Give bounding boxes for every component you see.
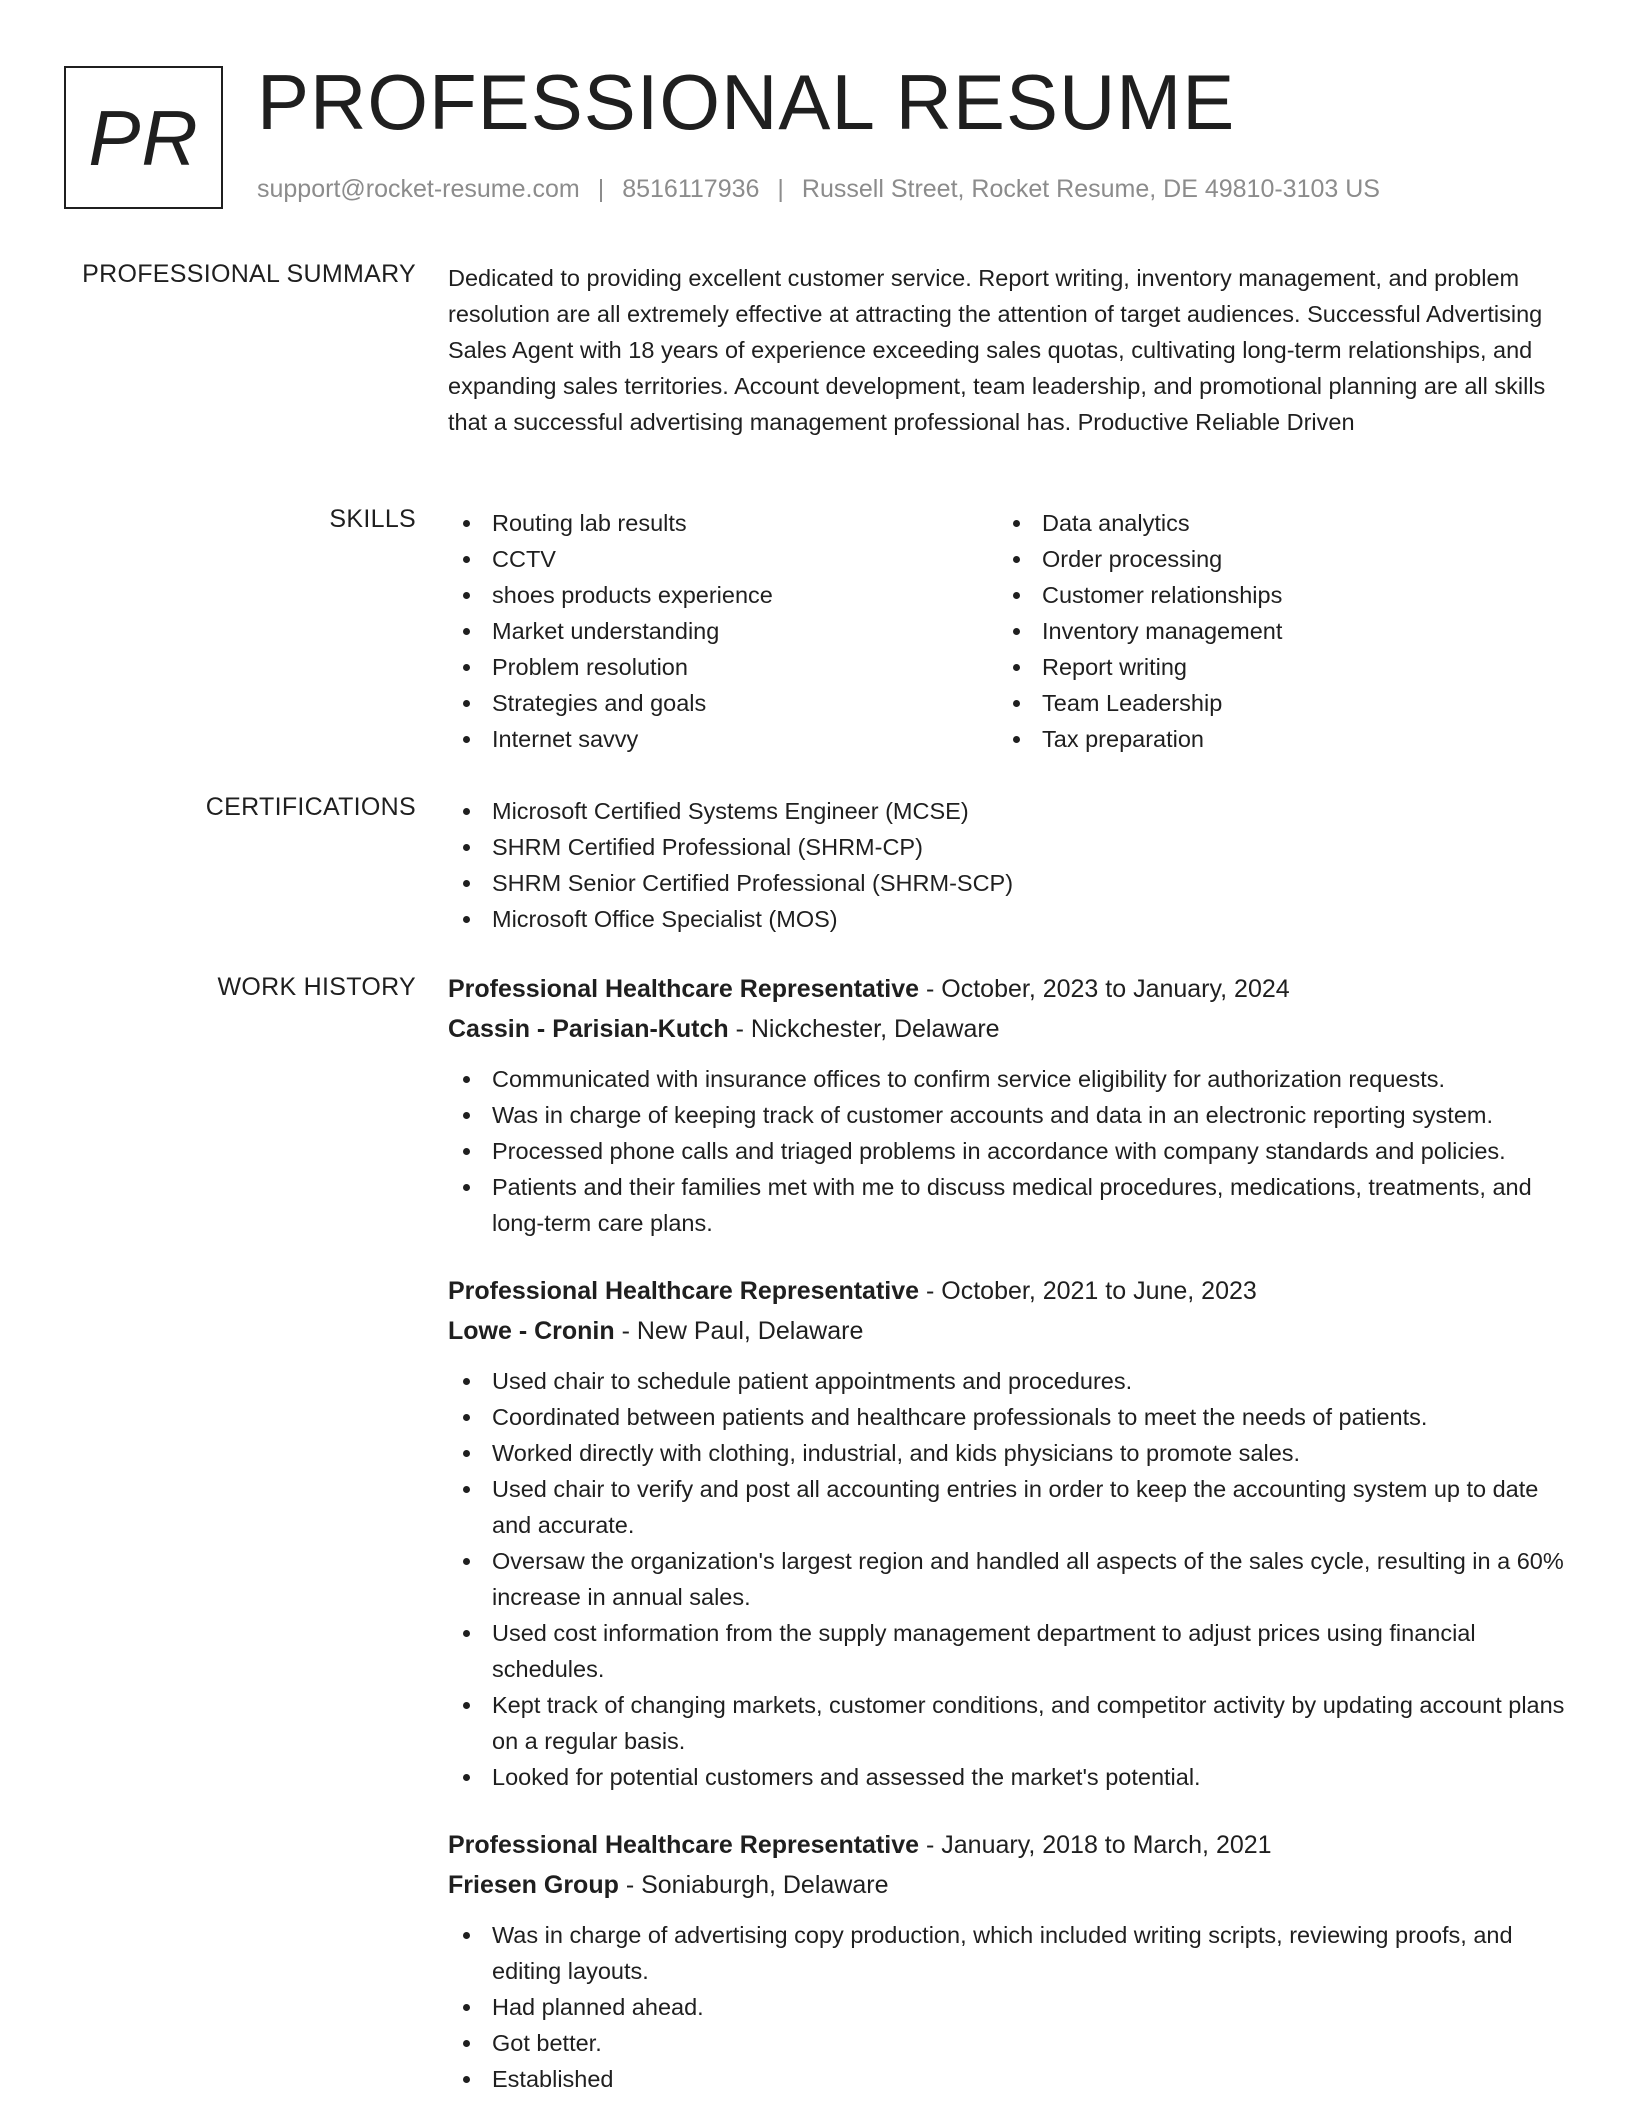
job-bullet: Used chair to schedule patient appointments and procedures. (448, 1363, 1578, 1399)
job-bullet: Patients and their families met with me to discuss medical procedures, medications, treatments, and long-term care plans. (448, 1169, 1578, 1241)
job-dates: - October, 2021 to June, 2023 (926, 1277, 1257, 1305)
job-location: - Soniaburgh, Delaware (625, 1871, 889, 1899)
work-history-body (448, 969, 1578, 2112)
certification-item: Microsoft Office Specialist (MOS) (448, 901, 1578, 937)
job-bullet: Used chair to verify and post all accounting entries in order to keep the accounting system up to date and accurate. (448, 1471, 1578, 1543)
skills-list-left (448, 505, 998, 757)
job-bullet: Looked for potential customers and assessed the market's potential. (448, 1759, 1578, 1795)
skill-item: Routing lab results (448, 505, 998, 541)
job-entry (448, 1271, 1578, 1795)
job-entry (448, 969, 1578, 1241)
skill-item: Report writing (998, 649, 1548, 685)
job-title-line (448, 1271, 1578, 1311)
job-title: Professional Healthcare Representative (448, 1277, 920, 1305)
skill-item: Inventory management (998, 613, 1548, 649)
skill-item: Strategies and goals (448, 685, 998, 721)
contact-phone: 8516117936 (622, 175, 760, 203)
skill-item: Data analytics (998, 505, 1548, 541)
job-bullet: Was in charge of advertising copy production, which included writing scripts, reviewing proofs, and editing layouts. (448, 1917, 1578, 1989)
job-bullet: Used cost information from the supply management department to adjust prices using financial schedules. (448, 1615, 1578, 1687)
monogram-initials: PR (88, 93, 199, 182)
job-bullet: Processed phone calls and triaged problems in accordance with company standards and policies. (448, 1133, 1578, 1169)
certifications-body (448, 793, 1578, 937)
summary-label: PROFESSIONAL SUMMARY (82, 260, 416, 288)
skills-label: SKILLS (329, 505, 416, 533)
contact-separator: | (777, 175, 784, 203)
job-bullets (448, 1363, 1578, 1795)
skill-item: Customer relationships (998, 577, 1548, 613)
skills-list-right (998, 505, 1548, 757)
certification-item: SHRM Senior Certified Professional (SHRM-SCP) (448, 865, 1578, 901)
contact-line (257, 175, 1380, 204)
skill-item: Tax preparation (998, 721, 1548, 757)
job-bullet: Had planned ahead. (448, 1989, 1578, 2025)
contact-email: support@rocket-resume.com (257, 175, 580, 203)
skill-item: CCTV (448, 541, 998, 577)
job-bullet: Worked directly with clothing, industrial, and kids physicians to promote sales. (448, 1435, 1578, 1471)
job-bullet: Communicated with insurance offices to confirm service eligibility for authorization requests. (448, 1061, 1578, 1097)
job-bullet: Oversaw the organization's largest region and handled all aspects of the sales cycle, resulting in a 60% increase in annual sales. (448, 1543, 1578, 1615)
job-company: Cassin - Parisian-Kutch (448, 1015, 729, 1043)
job-company: Friesen Group (448, 1871, 619, 1899)
resume-title: PROFESSIONAL RESUME (257, 58, 1236, 146)
skills-body (448, 505, 1578, 757)
skill-item: Internet savvy (448, 721, 998, 757)
skill-item: Team Leadership (998, 685, 1548, 721)
job-title: Professional Healthcare Representative (448, 1831, 920, 1859)
skill-item: Problem resolution (448, 649, 998, 685)
job-company-line (448, 1865, 1578, 1905)
job-dates: - October, 2023 to January, 2024 (926, 975, 1290, 1003)
job-company: Lowe - Cronin (448, 1317, 615, 1345)
certification-item: Microsoft Certified Systems Engineer (MCSE) (448, 793, 1578, 829)
job-location: - Nickchester, Delaware (735, 1015, 1000, 1043)
skill-item: shoes products experience (448, 577, 998, 613)
job-location: - New Paul, Delaware (621, 1317, 864, 1345)
job-bullet: Got better. (448, 2025, 1578, 2061)
summary-text: Dedicated to providing excellent customer service. Report writing, inventory management, and problem resolution are all extremely effective at attracting the attention of target audiences. Successful Advertising Sales Agent with 18 years of experience exceeding sales quotas, cultivating long-term relationships, and expanding sales territories. Account development, team leadership, and promotional planning are all skills that a successful advertising management professional has. Productive Reliable Driven (448, 265, 1546, 435)
certifications-label: CERTIFICATIONS (205, 793, 416, 821)
job-bullet: Kept track of changing markets, customer conditions, and competitor activity by updating account plans on a regular basis. (448, 1687, 1578, 1759)
job-bullet: Established (448, 2061, 1578, 2097)
job-bullet: Was in charge of keeping track of customer accounts and data in an electronic reporting system. (448, 1097, 1578, 1133)
contact-separator: | (597, 175, 605, 203)
job-title: Professional Healthcare Representative (448, 975, 920, 1003)
certifications-list (448, 793, 1578, 937)
skill-item: Market understanding (448, 613, 998, 649)
job-dates: - January, 2018 to March, 2021 (926, 1831, 1272, 1859)
work-history-label: WORK HISTORY (217, 973, 416, 1001)
certification-item: SHRM Certified Professional (SHRM-CP) (448, 829, 1578, 865)
job-title-line (448, 969, 1578, 1009)
job-company-line (448, 1311, 1578, 1351)
contact-address: Russell Street, Rocket Resume, DE 49810-3103 US (801, 175, 1380, 203)
skill-item: Order processing (998, 541, 1548, 577)
job-bullet: Coordinated between patients and healthcare professionals to meet the needs of patients. (448, 1399, 1578, 1435)
job-bullets (448, 1917, 1578, 2097)
job-entry (448, 1825, 1578, 2097)
monogram-box (64, 66, 223, 209)
job-title-line (448, 1825, 1578, 1865)
job-company-line (448, 1009, 1578, 1049)
job-bullets (448, 1061, 1578, 1241)
